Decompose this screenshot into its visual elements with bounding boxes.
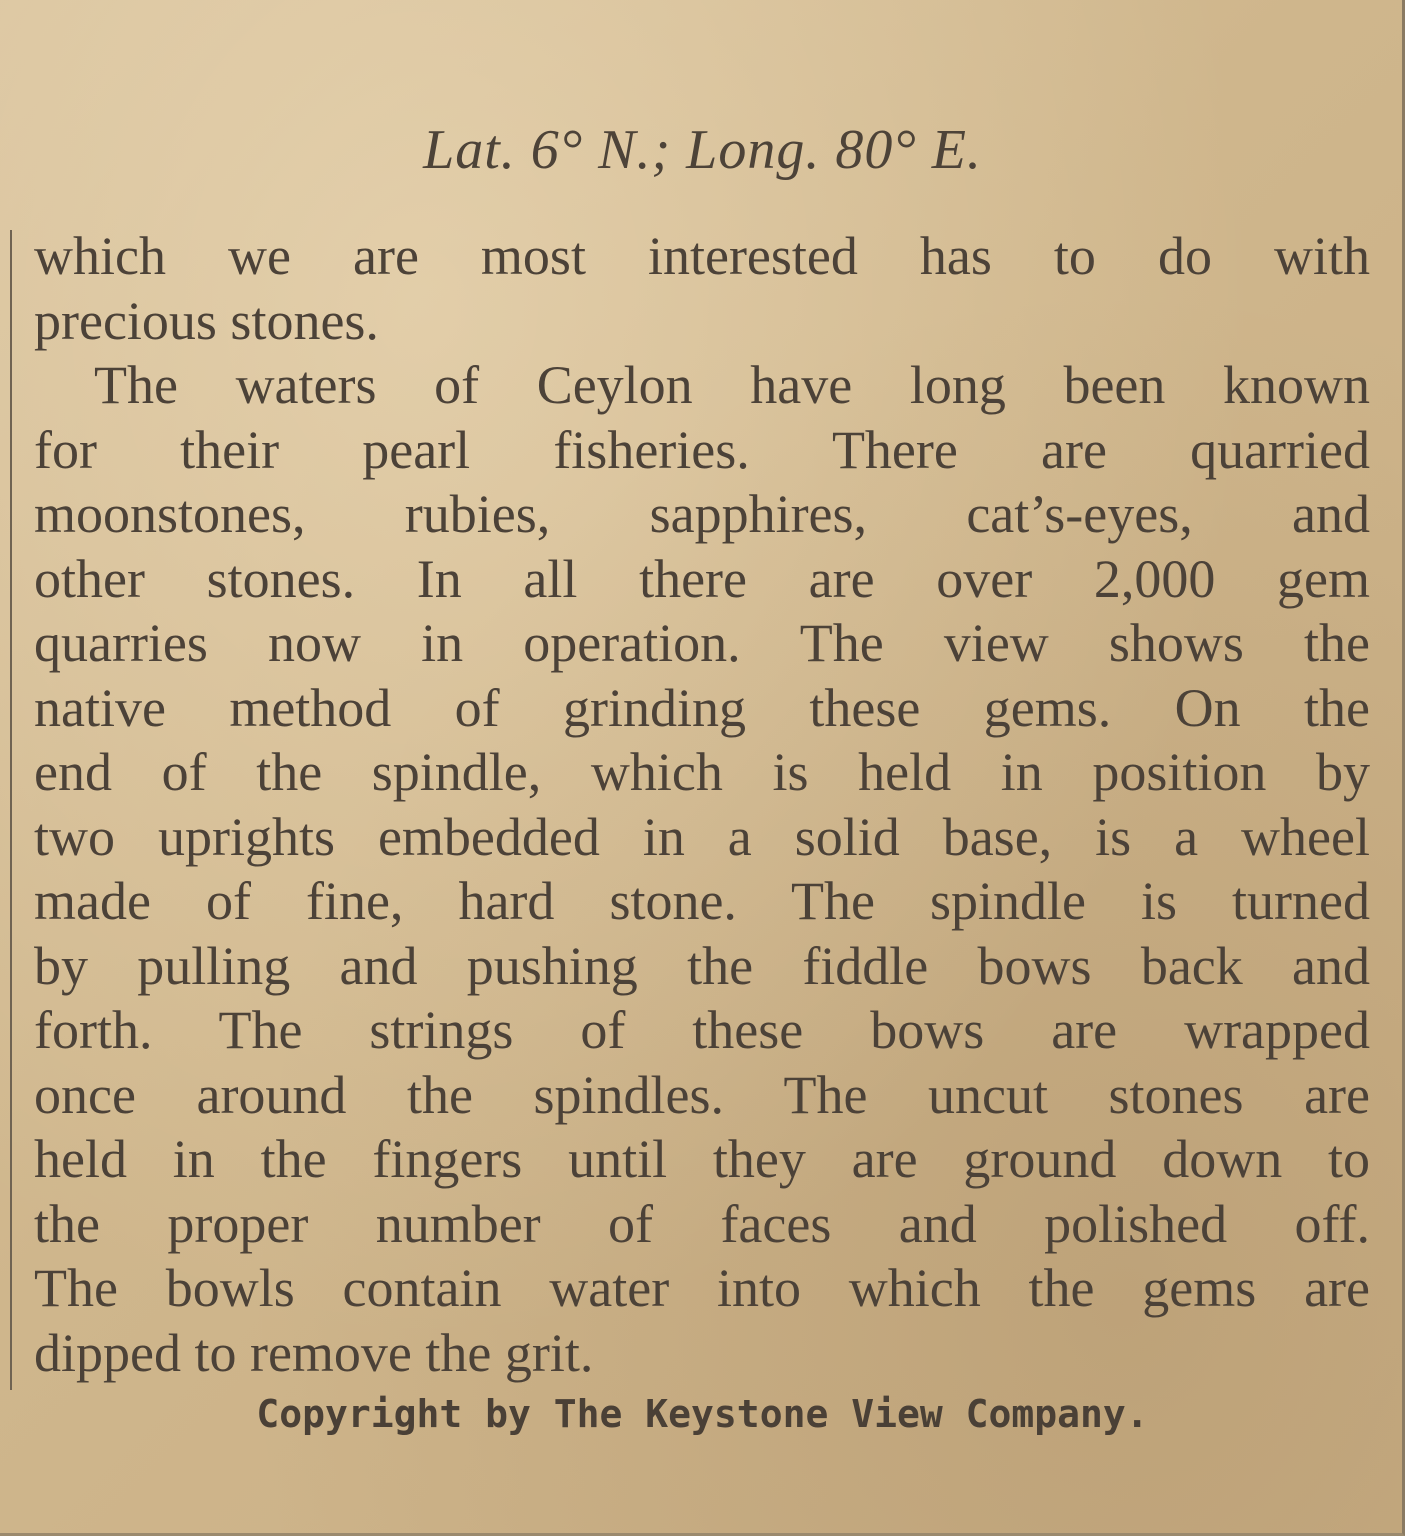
- text-line: The waters of Ceylon have long been known: [94, 355, 1370, 415]
- text-line: the proper number of faces and polished off.: [34, 1193, 1370, 1254]
- text-line: which we are most interested has to do with: [34, 226, 1370, 286]
- text-line: dipped to remove the grit.: [34, 1322, 594, 1383]
- text-line: held in the fingers until they are ground down to: [34, 1129, 1370, 1189]
- text-line: made of fine, hard stone. The spindle is turned: [34, 871, 1370, 931]
- text-line: precious stones.: [34, 290, 379, 351]
- left-margin-rule: [10, 230, 12, 1390]
- text-line: forth. The strings of these bows are wrapped: [34, 1000, 1370, 1060]
- text-line: The bowls contain water into which the gems are: [34, 1258, 1370, 1318]
- text-line: moonstones, rubies, sapphires, cat’s-eyes, and: [34, 484, 1370, 544]
- text-line: by pulling and pushing the fiddle bows back and: [34, 935, 1370, 996]
- text-line: end of the spindle, which is held in position by: [34, 742, 1370, 802]
- description-text: [34, 224, 1370, 1385]
- text-line: two uprights embedded in a solid base, is a wheel: [34, 806, 1370, 867]
- coordinates-heading: Lat. 6° N.; Long. 80° E.: [423, 119, 982, 181]
- copyright-notice: Copyright by The Keystone View Company.: [256, 1392, 1149, 1436]
- text-line: quarries now in operation. The view shows the: [34, 613, 1370, 673]
- text-line: native method of grinding these gems. On the: [34, 677, 1370, 738]
- text-line: for their pearl fisheries. There are quarried: [34, 419, 1370, 480]
- text-line: once around the spindles. The uncut stones are: [34, 1064, 1370, 1125]
- text-line: other stones. In all there are over 2,000 gem: [34, 548, 1370, 609]
